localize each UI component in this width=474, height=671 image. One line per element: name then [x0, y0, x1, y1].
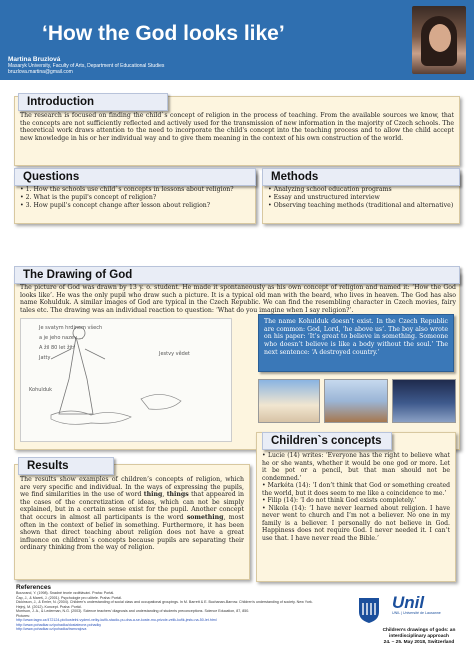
child-drawing-sketch [21, 319, 233, 443]
results-text-part: The results show examples of children’s concepts of religion, which are very specific and individual. In the ways of expressing the pupils, we find similarities in the use of word [20, 476, 244, 499]
unil-logo-subtext: UNIL | Université de Lausanne [392, 611, 441, 615]
sketch-line1: Je svatym hrdinem všech [39, 325, 103, 331]
reference-link[interactable]: http://www.pohadkar.cz/pohadka/dostatecne-pohadky [16, 622, 102, 627]
questions-list [20, 186, 252, 209]
muni-logo [357, 596, 381, 624]
results-text-part: , [162, 491, 167, 499]
results-text [20, 476, 244, 552]
question-item: • 2. What is the pupil's concept of religion? [20, 194, 252, 202]
reference-link[interactable]: http://www.tagro.cz/472124-pic/kostelni-vydeni-velky-kufik-stacilo-pu-dna-a-se-koste-mo-prizole-velik-kufik-jestu-na-50-let.html [16, 618, 217, 622]
concept-item: • Filip (14): ‘I do not think God exists completely.’ [262, 497, 450, 505]
results-text-part: that appeared in the cases of the concretization of ideas, which can not be simply explained, but in a certain sense exist for the pupil. Another concept that occurs in almost all participants is the word [20, 491, 244, 521]
method-item: • Analyzing school education programs [268, 186, 456, 194]
results-bold-something: something [186, 513, 224, 521]
unil-logo [392, 594, 441, 615]
sketch-line2: a je jeho nazev ... [39, 335, 84, 341]
conference-line1: Children’s drawings of gods: an [382, 628, 456, 633]
reference-link[interactable]: http://www.pohadkar.cz/pohadka/tramvajova [16, 627, 87, 631]
reference-line: Čap, J., & Mareš, J. (2001). Psychologie pro učitele. Praha: Portál. [16, 595, 122, 600]
sketch-name: Kohulduk [29, 387, 53, 393]
method-item: • Observing teaching methods (traditional and alternative) [268, 202, 456, 210]
results-bold-things: things [166, 491, 189, 499]
question-item: • 3. How pupil's concept change after lesson about religion? [20, 202, 252, 210]
reference-line: Dickinson, J., & Emler, N. (2004). Children’s understanding of social class and occupational groupings. In M. Barrett & E. Buchanan-Barrow. Children’s understanding of society. New York. [16, 600, 313, 604]
references [16, 584, 346, 632]
question-item: • 1. How the schools use child`s concepts in lessons about religion? [20, 186, 252, 194]
results-text-part: , most often in the context of belief in something. Furthermore, it has been shown that direct teaching about religion does not have a great influence on children`s concepts because pupils are separating their ordinary thinking from the way of religion. [20, 513, 244, 552]
reference-line: Morrison, J. A., & Lederman, N.G. (2003). Science teachers’ diagnosis and understanding of students preconceptions. Science Education, 87, 850. [16, 609, 250, 613]
poster-header [0, 0, 474, 80]
concepts-list [262, 452, 450, 542]
conference-line2: interdisciplinary approach [389, 633, 449, 639]
photo-face [429, 24, 451, 52]
methods-list [268, 186, 456, 209]
concept-item: • Lucie (14) writes: ‘Everyone has the right to believe what he or she wants, whether it would be one god or more. Let it be pot or a pencil, but that man should not be condemned.’ [262, 452, 450, 482]
sketch-line4: Jatty [39, 355, 51, 361]
god-picture-thumbnail [258, 379, 320, 423]
introduction-title: Introduction [18, 93, 168, 111]
child-drawing-image [20, 318, 232, 442]
references-title: References [16, 584, 52, 591]
reference-line: Hejný, M. (2012). Koncept. Praha: Portál. [16, 604, 82, 609]
drawing-text: The picture of God was drawn by 13 y. o. student. He made it spontaneously as his own concept of religion and named it: ‘How the God looks like’. He was the only pupil who draw such a picture. It is a typical old man with the beard, who lives in heaven. The God has also name Kohulduk. A similar images of God are typical in the Czech Republic. We can find the resembling character in Czech movies, fairy tales etc. The drawing was an individual reaction to question: ‘What do you imagine when I say religion?’. [20, 284, 456, 314]
sketch-label: Jestvy vědet [159, 351, 190, 357]
methods-title: Methods [262, 168, 460, 186]
reference-line: Bouvrand, Y. (1998). Snadné teorie vzdělávání. Praha: Portál. [16, 591, 115, 595]
poster-title: ‘How the God looks like’ [42, 22, 285, 45]
results-title: Results [18, 457, 114, 475]
sketch-line3: A žil 80 let žitř [39, 345, 75, 351]
author-affiliation: Masaryk University, Faculty of Arts, Department of Educational Studies [8, 63, 165, 69]
conference-line3: 24. – 25. May 2018, Switzerland [383, 639, 455, 645]
concepts-title: Children`s concepts [262, 432, 392, 450]
method-item: • Essay and unstructured interview [268, 194, 456, 202]
concept-item: • Nikola (14): ‘I have never learned about religion. I have never went to church and I’m not a believer. No one in my family is a believer. I personally do not believe in God. Happiness does not require God. I never needed it. I can’t use that. I have never read the Bible.’ [262, 505, 450, 543]
questions-title: Questions [14, 168, 256, 186]
drawing-title: The Drawing of God [14, 266, 460, 284]
kohulduk-note: The name Kohulduk doesn’t exist. In the Czech Republic are common: God, Lord, ‘he above us’. The boy also wrote on his paper: ‘It’s great to believe in something. Someone who doesn’t believe is like a body without the soul.’ The next sentence: ‘A destroyed country.’ [258, 314, 454, 372]
author-photo [412, 6, 466, 74]
conference-info [374, 628, 464, 645]
concept-item: • Markéta (14): ‘I don’t think that God or something created the world, but it does seem to me like a coincidence to me.’ [262, 482, 450, 497]
unil-logo-text: Unil [392, 593, 425, 612]
results-bold-thing: thing [143, 491, 163, 499]
god-picture-thumbnail [324, 379, 388, 423]
god-picture-thumbnail [392, 379, 456, 423]
author-block [8, 56, 164, 75]
reference-line: Pictures: [16, 613, 30, 618]
introduction-text: The research is focused on finding the child`s concept of religion in the process of teaching. From the available sources we know, that the concepts are not sufficiently reflected and actively used for the transmission of new information in the majority of Czech schools. The theoretical work draws attention to the need to incorporate the child's concept into the teaching process and to allow the child accept new knowledge in his or her individual way and to give them meaning in the context of his own construction of the world. [20, 112, 454, 142]
author-email: bruzlova.martina@gmail.com [8, 69, 73, 75]
author-name: Martina Bruzlová [8, 56, 61, 63]
references-text [16, 591, 346, 632]
